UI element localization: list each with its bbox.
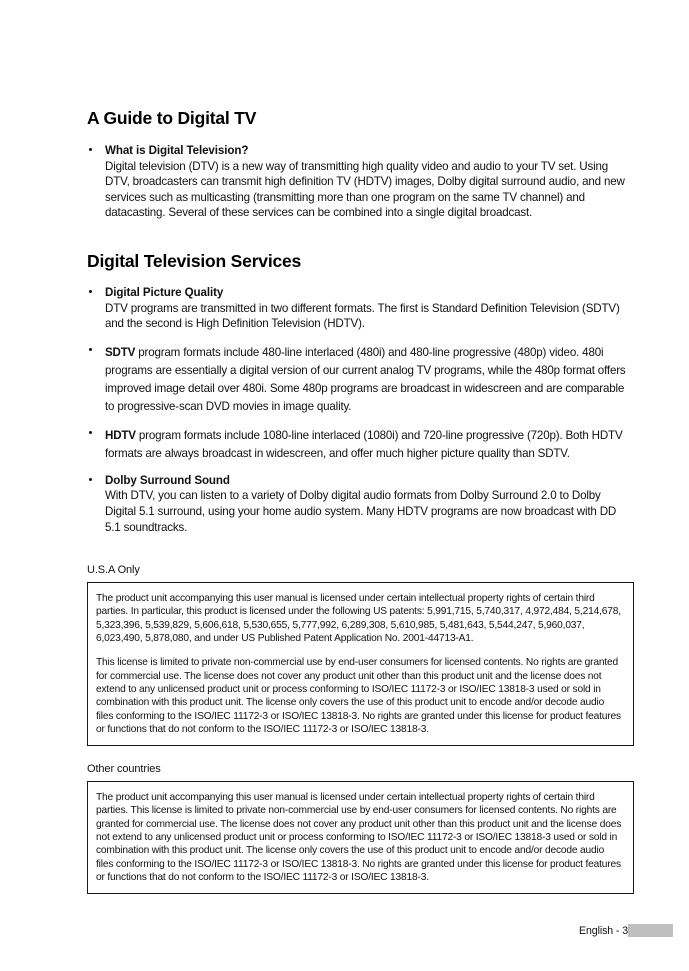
list-item [87, 143, 634, 221]
bullet-text [105, 429, 623, 460]
legal-paragraph: The product unit accompanying this user manual is licensed under certain intellectual property rights of certain third parties. In particular, this product is licensed under the following US patents: 5,991,715, 5,740,317, 4,972,484, 5,214,678, 5,323,396, 5,539,829, 5,606,618, 5,530,655, 5,777,992, 6,289,308, 5,610,985, 5,481,643, 5,544,247, 5,960,037, 6,023,490, 5,878,080, and under US Published Patent Application No. 2001-44713-A1. [96, 593, 621, 645]
bullet-heading: Digital Picture Quality [105, 285, 224, 299]
bullet-body: With DTV, you can listen to a variety of Dolby digital audio formats from Dolby Surround 2.0 to Dolby Digital 5.1 surround, using your home audio system. Many HDTV programs are now broadcast with DD 5.1 soundtracks. [105, 489, 617, 534]
list-item [87, 343, 634, 415]
footer-accent-bar [628, 924, 673, 937]
usa-only-label: U.S.A Only [87, 564, 140, 577]
other-countries-legal-box [87, 781, 634, 894]
bullet-body: DTV programs are transmitted in two different formats. The first is Standard Definition Television (SDTV) and the second is High Definition Television (HDTV). [105, 301, 620, 331]
spacer [87, 546, 634, 564]
spacer [87, 746, 634, 763]
page-content [87, 108, 634, 894]
bullet-text [105, 346, 626, 413]
bullet-body: Digital television (DTV) is a new way of transmitting high quality video and audio to your TV set. Using DTV, broadcasters can transmit high definition TV (HDTV) images, Dolby digital surround audio, and new services such as multicasting (transmitting more than one program on the same TV channel) and datacasting. Several of these services can be combined into a single digital broadcast. [105, 159, 625, 220]
bullet-heading: What is Digital Television? [105, 144, 249, 157]
bullet-dot-icon [89, 290, 92, 293]
guide-bullet-list [87, 143, 634, 221]
bullet-lead-term: SDTV [105, 345, 136, 359]
bullet-dot-icon [89, 431, 92, 434]
section-heading-services: Digital Television Services [87, 250, 302, 271]
page-footer [0, 911, 689, 971]
bullet-heading: Dolby Surround Sound [105, 473, 230, 487]
page-number: English - 3 [579, 925, 628, 937]
bullet-dot-icon [89, 478, 92, 481]
bullet-dot-icon [89, 348, 92, 351]
legal-paragraph: This license is limited to private non-commercial use by end-user consumers for licensed contents. No rights are granted for commercial use. The license does not cover any product unit other than this product unit and the license does not extend to any unlicensed product unit or process conforming to ISO/IEC 11172-3 or ISO/IEC 13818-3 used or sold in combination with this product unit. The license only covers the use of this product unit to encode and/or decode audio files conforming to the ISO/IEC 11172-3 or ISO/IEC 13818-3. No rights are granted under this license for product features or functions that do not conform to the ISO/IEC 11172-3 or ISO/IEC 13818-3. [96, 657, 621, 735]
services-bullet-list [87, 285, 634, 535]
page-title: A Guide to Digital TV [87, 108, 257, 128]
legal-paragraph: The product unit accompanying this user manual is licensed under certain intellectual property rights of certain third parties. This license is limited to private non-commercial use by end-user consumers for licensed contents. No rights are granted for commercial use. The license does not cover any product unit other than this product unit and the license does not extend to any unlicensed product unit or process conforming to ISO/IEC 11172-3 or ISO/IEC 13818-3 used or sold in combination with this product unit. The license only covers the use of this product unit to encode and/or decode audio files conforming to the ISO/IEC 11172-3 or ISO/IEC 13818-3. No rights are granted under this license for product features or functions that do not conform to the ISO/IEC 11172-3 or ISO/IEC 13818-3. [96, 792, 622, 883]
bullet-dot-icon [89, 148, 92, 151]
other-countries-label: Other countries [87, 763, 161, 776]
bullet-body: program formats include 1080-line interlaced (1080i) and 720-line progressive (720p). Both HDTV formats are always broadcast in widescreen, and offer much higher picture quality than SDTV. [105, 428, 623, 460]
bullet-lead-term: HDTV [105, 428, 136, 442]
usa-legal-box [87, 582, 634, 746]
list-item [87, 473, 634, 535]
bullet-body: program formats include 480-line interlaced (480i) and 480-line progressive (480p) video. 480i programs are essentially a digital version of our current analog TV programs, while the 480p format offers improved image detail over 480i. Some 480p programs are broadcast in widescreen and are comparable to progressive-scan DVD movies in image quality. [105, 345, 626, 413]
list-item [87, 285, 634, 332]
list-item [87, 426, 634, 462]
